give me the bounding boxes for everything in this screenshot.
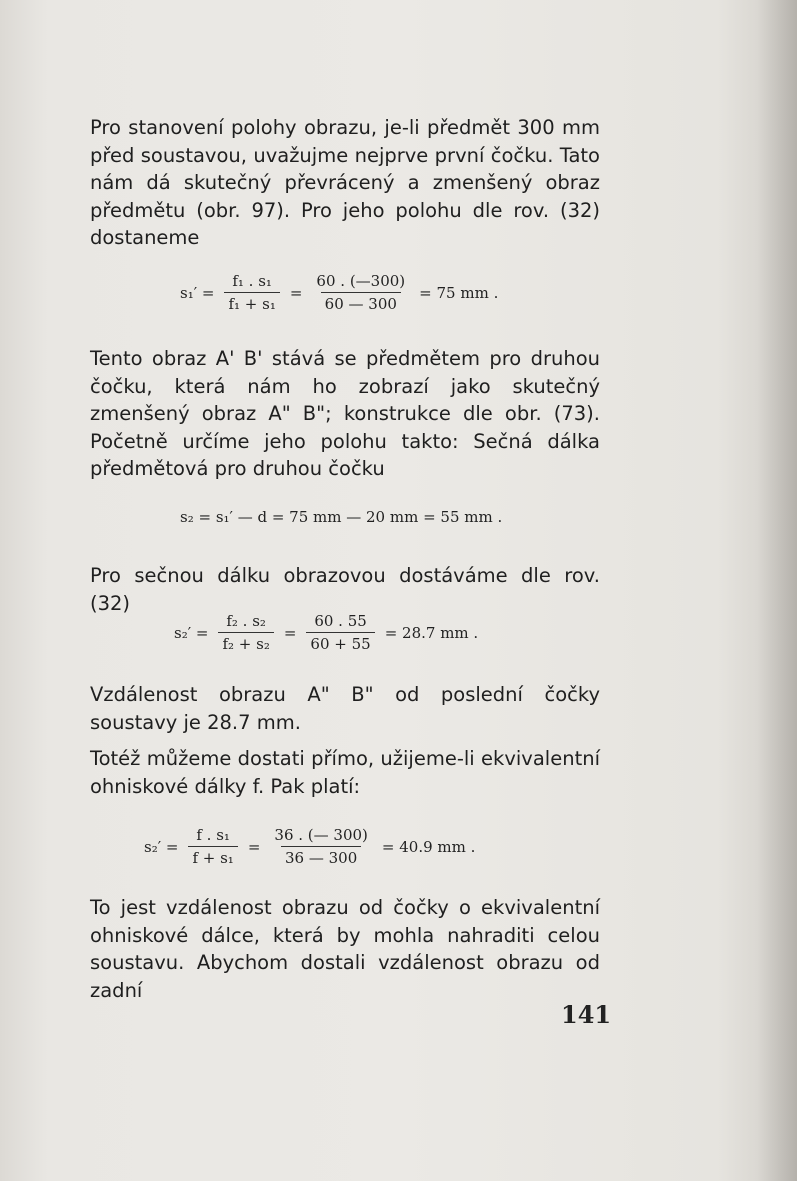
eq3-fraction-2 [306,612,374,653]
equation-1 [176,272,502,313]
eq3-frac1-numerator: f₂ . s₂ [226,612,266,630]
eq1-result: = 75 mm . [419,283,499,302]
eq1-fraction-2 [312,272,409,313]
eq4-fraction-1 [188,826,237,867]
equation-2 [176,508,506,526]
eq3-lhs: s₂′ = [174,623,209,642]
eq3-equals: = [283,623,297,642]
equation-4 [140,826,479,867]
equation-3 [170,612,482,653]
page-number: 141 [561,1000,612,1029]
eq1-frac1-numerator: f₁ . s₁ [232,272,272,290]
eq1-lhs: s₁′ = [180,283,215,302]
paragraph-5: Totéž můžeme dostati přímo, užijeme-li ekvivalentní ohniskové dálky f. Pak platí: [90,747,600,798]
eq4-fraction-2 [270,826,372,867]
eq1-frac2-numerator: 60 . (—300) [316,272,406,290]
eq1-equals: = [289,283,303,302]
eq4-frac1-denominator: f + s₁ [188,846,237,867]
eq3-frac2-numerator: 60 . 55 [314,612,367,630]
page-edge-shadow [757,0,797,1181]
eq1-frac1-denominator: f₁ + s₁ [224,292,279,313]
paragraph-3: Pro sečnou dálku obrazovou dostáváme dle rov. (32) [90,564,600,615]
eq4-frac2-numerator: 36 . (— 300) [274,826,368,844]
eq1-fraction-1 [224,272,279,313]
eq4-lhs: s₂′ = [144,837,179,856]
eq4-result: = 40.9 mm . [381,837,476,856]
paragraph-1: Pro stanovení polohy obrazu, je-li předmět 300 mm před soustavou, uvažujme nejprve první čočku. Tato nám dá skutečný převrácený a zmenšený obraz předmětu (obr. 97). Pro jeho polohu dle rov. (32) dostaneme [90,116,600,249]
eq4-frac1-numerator: f . s₁ [196,826,230,844]
eq3-frac1-denominator: f₂ + s₂ [218,632,273,653]
eq3-frac2-denominator: 60 + 55 [306,632,374,653]
eq4-equals: = [247,837,261,856]
eq1-frac2-denominator: 60 — 300 [321,292,401,313]
eq4-frac2-denominator: 36 — 300 [281,846,361,867]
paragraph-2: Tento obraz A' B' stává se předmětem pro druhou čočku, která nám ho zobrazí jako skutečný zmenšený obraz A" B"; konstrukce dle obr. (73). Početně určíme jeho polohu takto: Sečná dálka předmětová pro druhou čočku [90,347,600,480]
paragraph-4: Vzdálenost obrazu A" B" od poslední čočky soustavy je 28.7 mm. [90,683,600,734]
eq2-text: s₂ = s₁′ — d = 75 mm — 20 mm = 55 mm . [180,508,503,526]
eq3-fraction-1 [218,612,273,653]
eq3-result: = 28.7 mm . [384,623,479,642]
paragraph-6: To jest vzdálenost obrazu od čočky o ekvivalentní ohniskové dálce, která by mohla nahraditi celou soustavu. Abychom dostali vzdálenost obrazu od zadní [90,896,600,1002]
